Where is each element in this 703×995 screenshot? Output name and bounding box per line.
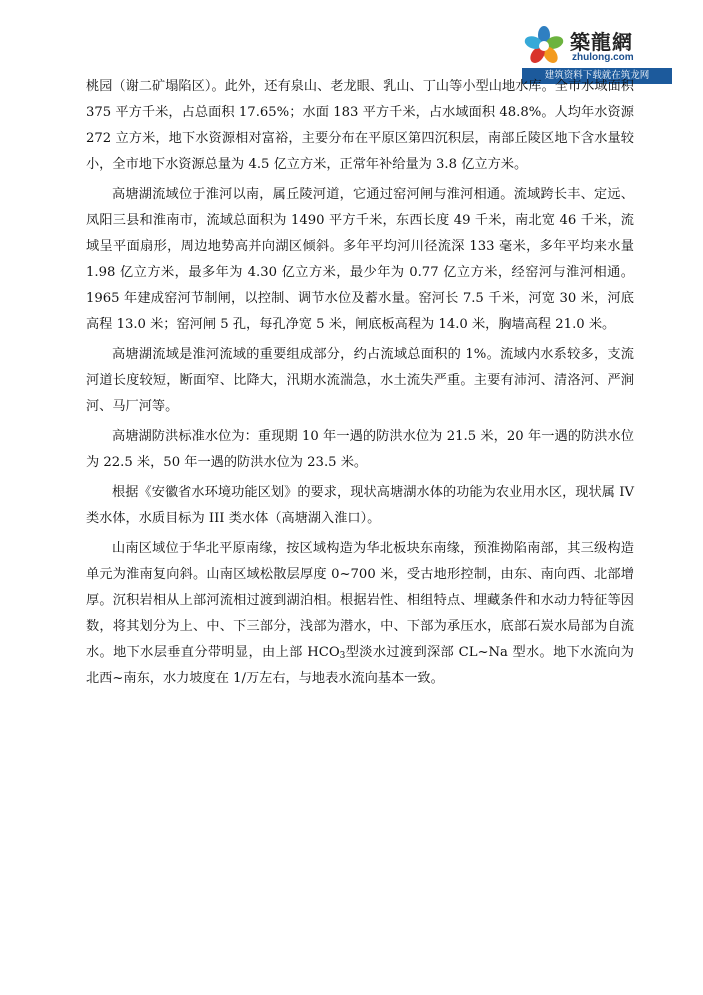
paragraph-6-part-b: 型淡水过渡到深部 CL~Na 型水。地下水流向为北西~南东，水力坡度在 1/万左右，与地表水流向基本一致。	[86, 645, 634, 686]
zhulong-logo-icon	[522, 24, 566, 68]
paragraph-1: 桃园（谢二矿塌陷区）。此外，还有泉山、老龙眼、乳山、丁山等小型山地水库。全市水域面积 375 平方千米，占总面积 17.65%；水面 183 平方千米，占水域面积 48.8%。人均年水资源 272 立方米，地下水资源相对富裕，主要分布在平原区第四沉积层，南部丘陵区地下含水量较小，全市地下水资源总量为 4.5 亿立方米，正常年补给量为 3.8 亿立方米。	[86, 79, 634, 172]
document-body	[86, 74, 634, 692]
logo-domain-text: zhulong.com	[572, 52, 634, 63]
logo-banner: 建筑资料下载就在筑龙网	[522, 68, 672, 84]
logo-name-text: 築龍網	[570, 30, 633, 54]
paragraph-2: 高塘湖流域位于淮河以南，属丘陵河道，它通过窑河闸与淮河相通。流域跨长丰、定远、凤阳三县和淮南市，流域总面积为 1490 平方千米，东西长度 49 千米，南北宽 46 千米，流域呈平面扇形，周边地势高并向湖区倾斜。多年平均河川径流深 133 毫米，多年平均来水量 1.98 亿立方米，最多年为 4.30 亿立方米，最少年为 0.77 亿立方米，经窑河与淮河相通。1965 年建成窑河节制闸，以控制、调节水位及蓄水量。窑河长 7.5 千米，河宽 30 米，河底高程 13.0 米；窑河闸 5 孔，每孔净宽 5 米，闸底板高程为 14.0 米，胸墙高程 21.0 米。	[86, 187, 634, 332]
paragraph-6-subscript: 3	[339, 651, 346, 661]
paragraph-6	[86, 536, 634, 692]
paragraph-6-part-a: 山南区域位于华北平原南缘，按区域构造为华北板块东南缘，预淮拗陷南部，其三级构造单元为淮南复向斜。山南区域松散层厚度 0~700 米，受古地形控制，由东、南向西、北部增厚。沉积岩相从上部河流相过渡到湖泊相。根据岩性、相组特点、埋藏条件和水动力特征等因数，将其划分为上、中、下三部分，浅部为潜水，中、下部为承压水，底部石炭水局部为自流水。地下水层垂直分带明显，由上部 HCO	[86, 541, 634, 660]
paragraph-4: 高塘湖防洪标准水位为：重现期 10 年一遇的防洪水位为 21.5 米，20 年一遇的防洪水位为 22.5 米，50 年一遇的防洪水位为 23.5 米。	[86, 429, 634, 470]
paragraph-5: 根据《安徽省水环境功能区划》的要求，现状高塘湖水体的功能为农业用水区，现状属 IV 类水体，水质目标为 III 类水体（高塘湖入淮口）。	[86, 485, 634, 526]
paragraph-3: 高塘湖流域是淮河流域的重要组成部分，约占流域总面积的 1%。流域内水系较多，支流河道长度较短，断面窄、比降大，汛期水流湍急，水土流失严重。主要有沛河、清洛河、严涧河、马厂河等。	[86, 347, 634, 414]
